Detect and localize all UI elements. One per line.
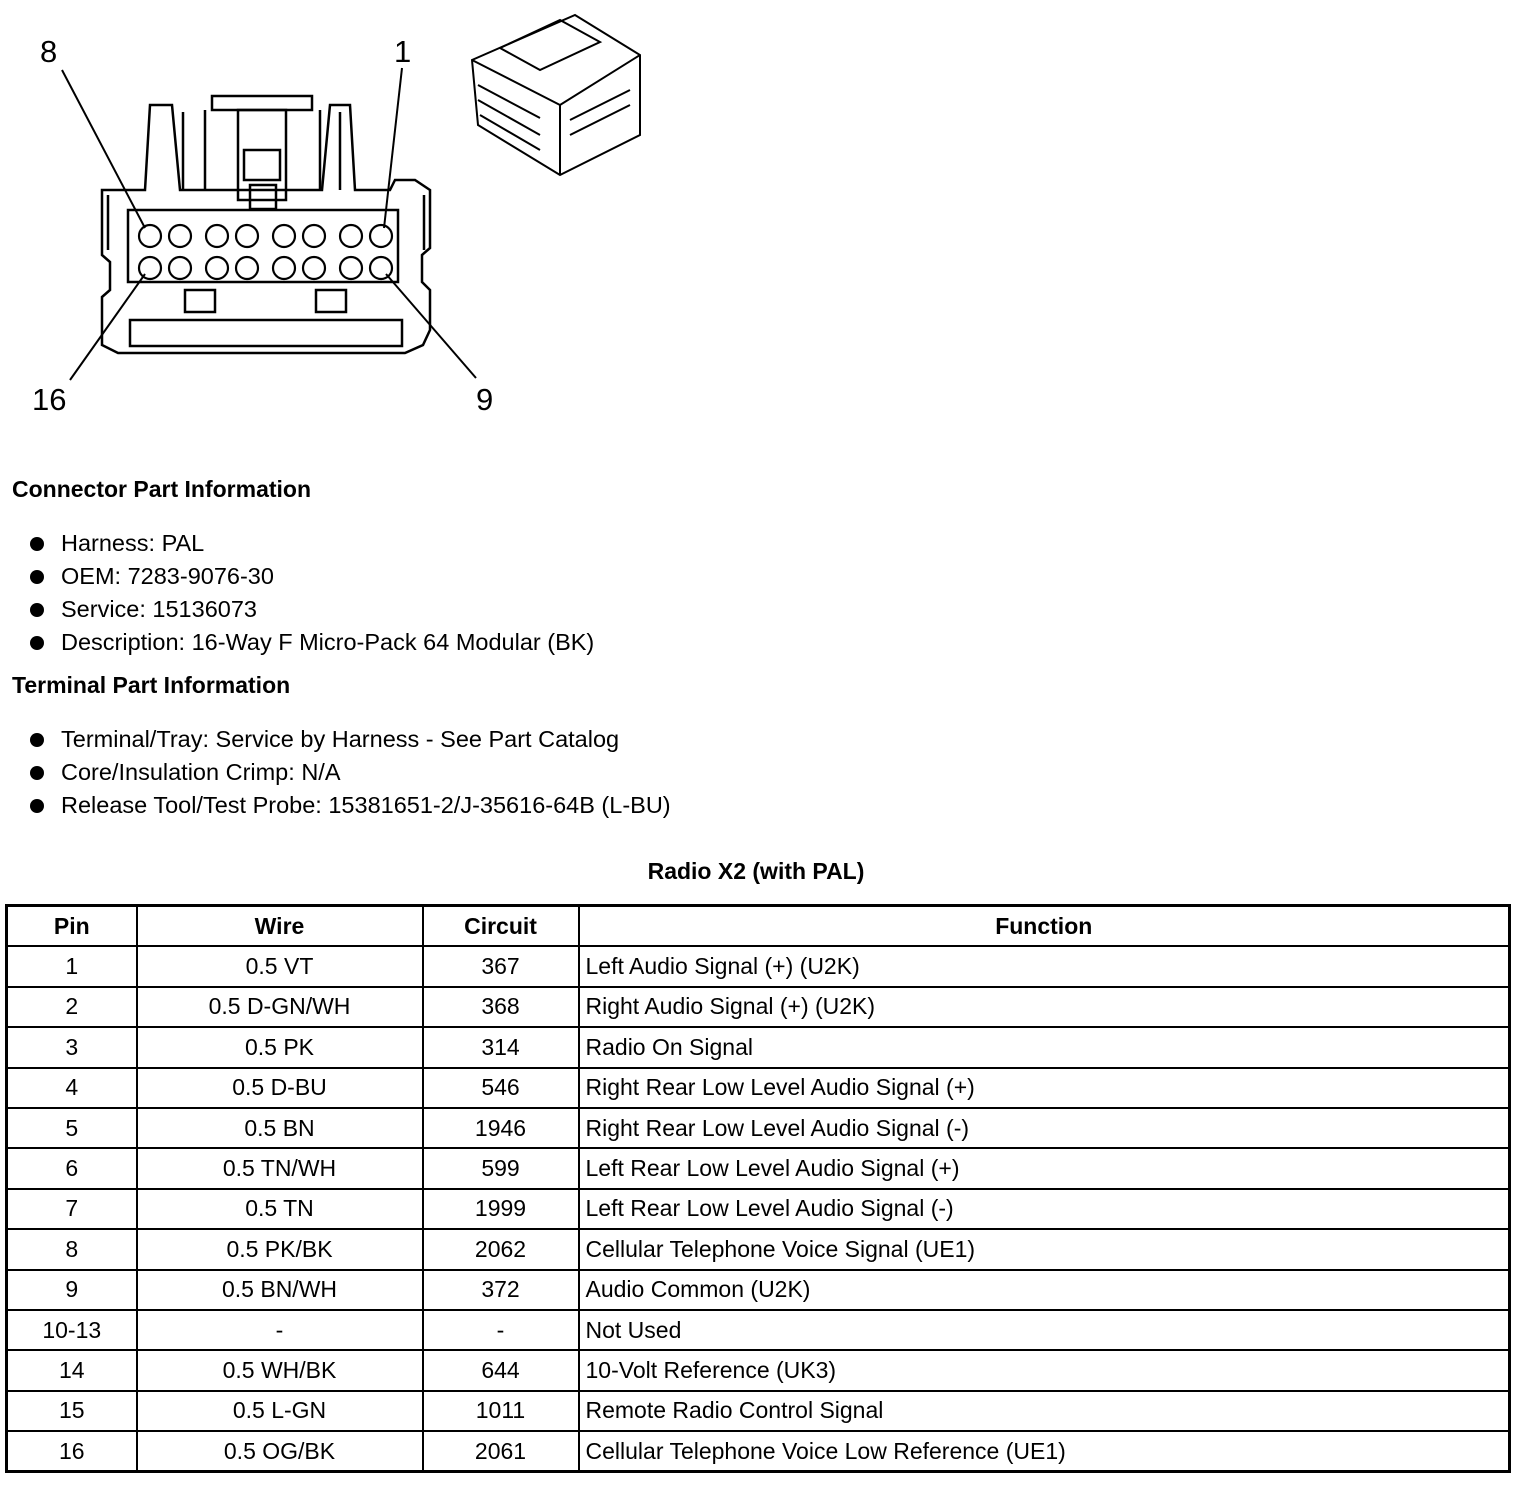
circuit-cell: 2062 [423,1229,579,1269]
pin-cell: 7 [7,1189,137,1229]
circuit-cell: 1999 [423,1189,579,1229]
pin-cell: 16 [7,1431,137,1472]
list-item: Release Tool/Test Probe: 15381651-2/J-35616-64B (L-BU) [30,789,671,822]
pin-cell: 3 [7,1027,137,1067]
function-cell: Remote Radio Control Signal [579,1391,1510,1431]
function-cell: Left Audio Signal (+) (U2K) [579,946,1510,986]
function-cell: Cellular Telephone Voice Signal (UE1) [579,1229,1510,1269]
terminal-part-info-list [30,723,671,822]
table-row [7,1068,1510,1108]
circuit-cell: 1011 [423,1391,579,1431]
function-cell: Audio Common (U2K) [579,1270,1510,1310]
table-header-row [7,906,1510,947]
table-row [7,1189,1510,1229]
wire-cell: 0.5 BN [137,1108,423,1148]
wire-cell: 0.5 TN/WH [137,1148,423,1188]
wire-cell: 0.5 VT [137,946,423,986]
circuit-cell: - [423,1310,579,1350]
function-cell: Right Rear Low Level Audio Signal (+) [579,1068,1510,1108]
circuit-cell: 644 [423,1350,579,1390]
pin-cell: 6 [7,1148,137,1188]
pin-table-body [7,946,1510,1472]
table-row [7,1350,1510,1390]
bullet-icon [30,537,44,551]
table-row [7,987,1510,1027]
list-item: Service: 15136073 [30,593,594,626]
pin-cell: 5 [7,1108,137,1148]
pin-cell: 1 [7,946,137,986]
header-wire: Wire [137,906,423,947]
bullet-icon [30,570,44,584]
pin-table [5,904,1511,1473]
function-cell: Left Rear Low Level Audio Signal (+) [579,1148,1510,1188]
pin-label-16: 16 [32,382,67,417]
pin-cell: 10-13 [7,1310,137,1350]
header-pin: Pin [7,906,137,947]
list-item: Core/Insulation Crimp: N/A [30,756,671,789]
pin-label-9: 9 [476,382,494,417]
pin-label-8: 8 [40,34,58,69]
header-circuit: Circuit [423,906,579,947]
table-row [7,1229,1510,1269]
circuit-cell: 368 [423,987,579,1027]
circuit-cell: 546 [423,1068,579,1108]
pin-cell: 8 [7,1229,137,1269]
table-row [7,1270,1510,1310]
function-cell: 10-Volt Reference (UK3) [579,1350,1510,1390]
wire-cell: 0.5 TN [137,1189,423,1229]
list-item: OEM: 7283-9076-30 [30,560,594,593]
wire-cell: 0.5 PK/BK [137,1229,423,1269]
connector-part-info-list [30,527,594,659]
table-row [7,1391,1510,1431]
wire-cell: 0.5 D-BU [137,1068,423,1108]
terminal-part-info-title: Terminal Part Information [12,672,291,698]
circuit-cell: 1946 [423,1108,579,1148]
table-row [7,1148,1510,1188]
list-item: Harness: PAL [30,527,594,560]
function-cell: Radio On Signal [579,1027,1510,1067]
bullet-icon [30,733,44,747]
connector-face-drawing [0,0,700,440]
function-cell: Cellular Telephone Voice Low Reference (UE1) [579,1431,1510,1472]
wire-cell: - [137,1310,423,1350]
header-function: Function [579,906,1510,947]
connector-diagram [0,0,700,440]
connector-part-info-title: Connector Part Information [12,476,312,502]
circuit-cell: 372 [423,1270,579,1310]
bullet-icon [30,766,44,780]
table-row [7,1027,1510,1067]
wire-cell: 0.5 WH/BK [137,1350,423,1390]
table-row [7,1431,1510,1472]
circuit-cell: 2061 [423,1431,579,1472]
pin-label-1: 1 [394,34,412,69]
wire-cell: 0.5 D-GN/WH [137,987,423,1027]
list-item: Terminal/Tray: Service by Harness - See Part Catalog [30,723,671,756]
list-item: Description: 16-Way F Micro-Pack 64 Modular (BK) [30,626,594,659]
pin-cell: 4 [7,1068,137,1108]
bullet-icon [30,636,44,650]
function-cell: Right Rear Low Level Audio Signal (-) [579,1108,1510,1148]
wire-cell: 0.5 BN/WH [137,1270,423,1310]
wire-cell: 0.5 PK [137,1027,423,1067]
connector-iso-view [472,15,640,175]
table-row [7,946,1510,986]
table-row [7,1108,1510,1148]
pin-cell: 15 [7,1391,137,1431]
circuit-cell: 367 [423,946,579,986]
circuit-cell: 314 [423,1027,579,1067]
circuit-cell: 599 [423,1148,579,1188]
pin-cell: 2 [7,987,137,1027]
table-row [7,1310,1510,1350]
pin-cell: 14 [7,1350,137,1390]
pin-table-title: Radio X2 (with PAL) [647,858,865,884]
wire-cell: 0.5 OG/BK [137,1431,423,1472]
function-cell: Not Used [579,1310,1510,1350]
wire-cell: 0.5 L-GN [137,1391,423,1431]
function-cell: Left Rear Low Level Audio Signal (-) [579,1189,1510,1229]
bullet-icon [30,799,44,813]
pin-cell: 9 [7,1270,137,1310]
function-cell: Right Audio Signal (+) (U2K) [579,987,1510,1027]
bullet-icon [30,603,44,617]
